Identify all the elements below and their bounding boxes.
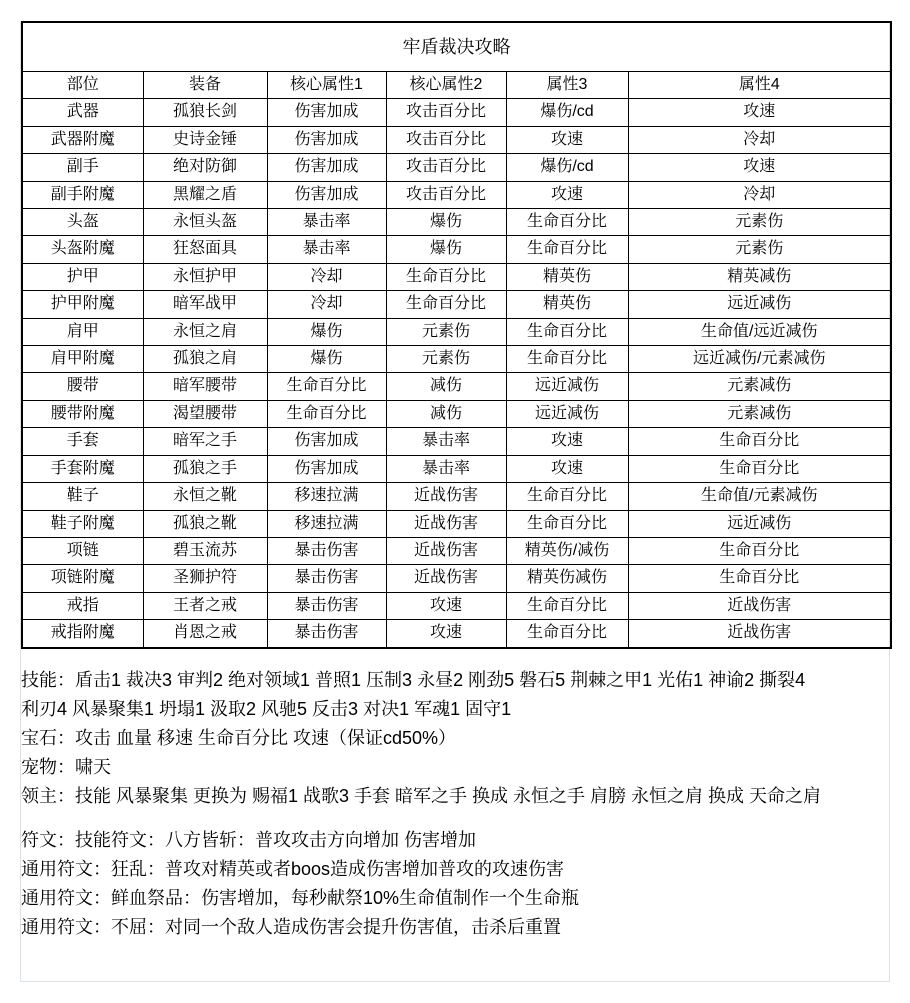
table-cell: 生命百分比	[506, 620, 628, 648]
table-cell: 攻速	[628, 154, 891, 181]
table-cell: 移速拉满	[267, 483, 386, 510]
table-cell: 远近减伤	[628, 510, 891, 537]
table-cell: 攻速	[506, 428, 628, 455]
table-cell: 生命百分比	[386, 291, 506, 318]
table-cell: 项链	[22, 537, 143, 564]
notes-block-gap	[21, 811, 893, 826]
table-cell: 肖恩之戒	[143, 620, 267, 648]
table-row	[22, 620, 891, 648]
note-line: 领主：技能 风暴聚集 更换为 赐福1 战歌3 手套 暗军之手 换成 永恒之手 肩膀 永恒之肩 换成 天命之肩	[21, 786, 822, 806]
table-cell: 远近减伤	[506, 373, 628, 400]
table-cell: 生命值/远近减伤	[628, 318, 891, 345]
table-cell: 项链附魔	[22, 565, 143, 592]
table-row	[22, 318, 891, 345]
table-cell: 戒指附魔	[22, 620, 143, 648]
table-cell: 鞋子	[22, 483, 143, 510]
table-cell: 护甲	[22, 263, 143, 290]
table-row	[22, 565, 891, 592]
column-header-core-attr1: 核心属性1	[267, 72, 386, 99]
table-cell: 精英伤/减伤	[506, 537, 628, 564]
table-cell: 伤害加成	[267, 181, 386, 208]
table-cell: 手套附魔	[22, 455, 143, 482]
table-title: 牢盾裁决攻略	[22, 22, 891, 72]
table-cell: 元素伤	[628, 236, 891, 263]
table-cell: 暴击率	[386, 428, 506, 455]
table-cell: 攻速	[506, 455, 628, 482]
table-cell: 生命百分比	[628, 565, 891, 592]
table-row	[22, 592, 891, 619]
table-cell: 暴击伤害	[267, 620, 386, 648]
table-cell: 生命百分比	[506, 236, 628, 263]
table-cell: 近战伤害	[386, 537, 506, 564]
table-cell: 头盔	[22, 209, 143, 236]
table-cell: 攻速	[506, 126, 628, 153]
table-cell: 冷却	[267, 263, 386, 290]
table-cell: 移速拉满	[267, 510, 386, 537]
table-row	[22, 428, 891, 455]
table-cell: 远近减伤	[506, 400, 628, 427]
table-cell: 生命百分比	[386, 263, 506, 290]
note-line: 技能：盾击1 裁决3 审判2 绝对领域1 普照1 压制3 永昼2 刚劲5 磐石5 荆棘之甲1 光佑1 神谕2 撕裂4	[21, 670, 806, 690]
table-cell: 冷却	[628, 181, 891, 208]
notes-section	[21, 666, 893, 942]
table-cell: 近战伤害	[386, 565, 506, 592]
table-row	[22, 537, 891, 564]
table-cell: 圣狮护符	[143, 565, 267, 592]
table-cell: 孤狼长剑	[143, 99, 267, 126]
table-cell: 副手	[22, 154, 143, 181]
table-cell: 近战伤害	[628, 592, 891, 619]
table-cell: 永恒之肩	[143, 318, 267, 345]
note-line: 符文：技能符文：八方皆斩：普攻攻击方向增加 伤害增加	[21, 830, 476, 850]
table-cell: 爆伤	[386, 209, 506, 236]
table-cell: 攻速	[628, 99, 891, 126]
table-cell: 肩甲	[22, 318, 143, 345]
table-cell: 伤害加成	[267, 126, 386, 153]
table-cell: 手套	[22, 428, 143, 455]
table-cell: 生命百分比	[267, 400, 386, 427]
table-cell: 元素伤	[386, 346, 506, 373]
table-cell: 伤害加成	[267, 99, 386, 126]
table-cell: 永恒头盔	[143, 209, 267, 236]
table-cell: 史诗金锤	[143, 126, 267, 153]
table-cell: 攻击百分比	[386, 154, 506, 181]
table-row	[22, 126, 891, 153]
note-line: 宝石：攻击 血量 移速 生命百分比 攻速（保证cd50%）	[21, 728, 457, 748]
table-cell: 武器	[22, 99, 143, 126]
table-cell: 腰带附魔	[22, 400, 143, 427]
table-cell: 冷却	[267, 291, 386, 318]
table-cell: 孤狼之手	[143, 455, 267, 482]
table-cell: 暗军腰带	[143, 373, 267, 400]
table-cell: 攻速	[506, 181, 628, 208]
table-cell: 攻速	[386, 620, 506, 648]
table-cell: 黑耀之盾	[143, 181, 267, 208]
table-cell: 暴击率	[386, 455, 506, 482]
table-cell: 生命百分比	[506, 483, 628, 510]
table-cell: 攻击百分比	[386, 99, 506, 126]
table-cell: 爆伤	[267, 318, 386, 345]
column-header-core-attr2: 核心属性2	[386, 72, 506, 99]
note-line: 通用符文：狂乱：普攻对精英或者boos造成伤害增加普攻的攻速伤害	[21, 859, 565, 879]
table-cell: 元素伤	[386, 318, 506, 345]
column-header-part: 部位	[22, 72, 143, 99]
table-row	[22, 455, 891, 482]
table-row	[22, 483, 891, 510]
table-cell: 生命百分比	[506, 346, 628, 373]
table-cell: 精英伤	[506, 263, 628, 290]
table-cell: 爆伤	[386, 236, 506, 263]
table-cell: 爆伤/cd	[506, 154, 628, 181]
table-row	[22, 154, 891, 181]
table-row	[22, 209, 891, 236]
table-cell: 元素减伤	[628, 373, 891, 400]
table-cell: 爆伤	[267, 346, 386, 373]
table-row	[22, 236, 891, 263]
table-cell: 王者之戒	[143, 592, 267, 619]
table-row	[22, 181, 891, 208]
note-line: 宠物：啸天	[21, 757, 111, 777]
table-cell: 减伤	[386, 373, 506, 400]
table-row	[22, 510, 891, 537]
table-cell: 爆伤/cd	[506, 99, 628, 126]
table-cell: 远近减伤	[628, 291, 891, 318]
table-cell: 生命百分比	[628, 537, 891, 564]
table-cell: 暴击伤害	[267, 565, 386, 592]
table-cell: 孤狼之肩	[143, 346, 267, 373]
table-cell: 元素减伤	[628, 400, 891, 427]
table-cell: 减伤	[386, 400, 506, 427]
table-cell: 伤害加成	[267, 428, 386, 455]
table-cell: 精英伤	[506, 291, 628, 318]
table-cell: 伤害加成	[267, 154, 386, 181]
note-line: 利刃4 风暴聚集1 坍塌1 汲取2 风驰5 反击3 对决1 军魂1 固守1	[21, 699, 512, 719]
table-row	[22, 346, 891, 373]
table-cell: 近战伤害	[386, 483, 506, 510]
table-cell: 腰带	[22, 373, 143, 400]
table-cell: 暴击率	[267, 236, 386, 263]
table-header-row	[22, 72, 891, 99]
table-cell: 碧玉流苏	[143, 537, 267, 564]
table-cell: 生命百分比	[506, 592, 628, 619]
table-cell: 肩甲附魔	[22, 346, 143, 373]
table-cell: 武器附魔	[22, 126, 143, 153]
column-header-attr4: 属性4	[628, 72, 891, 99]
table-cell: 永恒护甲	[143, 263, 267, 290]
table-cell: 暗军战甲	[143, 291, 267, 318]
table-cell: 戒指	[22, 592, 143, 619]
table-cell: 生命百分比	[267, 373, 386, 400]
column-header-attr3: 属性3	[506, 72, 628, 99]
table-cell: 生命百分比	[506, 510, 628, 537]
table-cell: 孤狼之靴	[143, 510, 267, 537]
table-cell: 副手附魔	[22, 181, 143, 208]
table-cell: 元素伤	[628, 209, 891, 236]
table-cell: 暗军之手	[143, 428, 267, 455]
table-title-row	[22, 22, 891, 72]
table-cell: 精英减伤	[628, 263, 891, 290]
table-cell: 远近减伤/元素减伤	[628, 346, 891, 373]
table-cell: 头盔附魔	[22, 236, 143, 263]
note-line: 通用符文：不屈：对同一个敌人造成伤害会提升伤害值，击杀后重置	[21, 917, 561, 937]
table-cell: 生命值/元素减伤	[628, 483, 891, 510]
guide-table	[21, 21, 892, 649]
table-row	[22, 99, 891, 126]
table-cell: 渴望腰带	[143, 400, 267, 427]
table-cell: 攻击百分比	[386, 126, 506, 153]
table-cell: 近战伤害	[628, 620, 891, 648]
column-header-equipment: 装备	[143, 72, 267, 99]
note-line: 通用符文：鲜血祭品：伤害增加，每秒献祭10%生命值制作一个生命瓶	[21, 888, 580, 908]
table-cell: 冷却	[628, 126, 891, 153]
table-cell: 暴击伤害	[267, 592, 386, 619]
table-cell: 生命百分比	[506, 209, 628, 236]
table-cell: 精英伤减伤	[506, 565, 628, 592]
table-cell: 生命百分比	[628, 455, 891, 482]
table-cell: 永恒之靴	[143, 483, 267, 510]
table-cell: 攻速	[386, 592, 506, 619]
table-cell: 暴击率	[267, 209, 386, 236]
table-body	[22, 99, 891, 648]
table-cell: 伤害加成	[267, 455, 386, 482]
table-row	[22, 291, 891, 318]
table-cell: 护甲附魔	[22, 291, 143, 318]
table-cell: 暴击伤害	[267, 537, 386, 564]
table-cell: 绝对防御	[143, 154, 267, 181]
table-cell: 生命百分比	[628, 428, 891, 455]
table-cell: 鞋子附魔	[22, 510, 143, 537]
table-cell: 生命百分比	[506, 318, 628, 345]
table-cell: 攻击百分比	[386, 181, 506, 208]
table-cell: 狂怒面具	[143, 236, 267, 263]
table-cell: 近战伤害	[386, 510, 506, 537]
table-row	[22, 400, 891, 427]
table-row	[22, 263, 891, 290]
table-row	[22, 373, 891, 400]
